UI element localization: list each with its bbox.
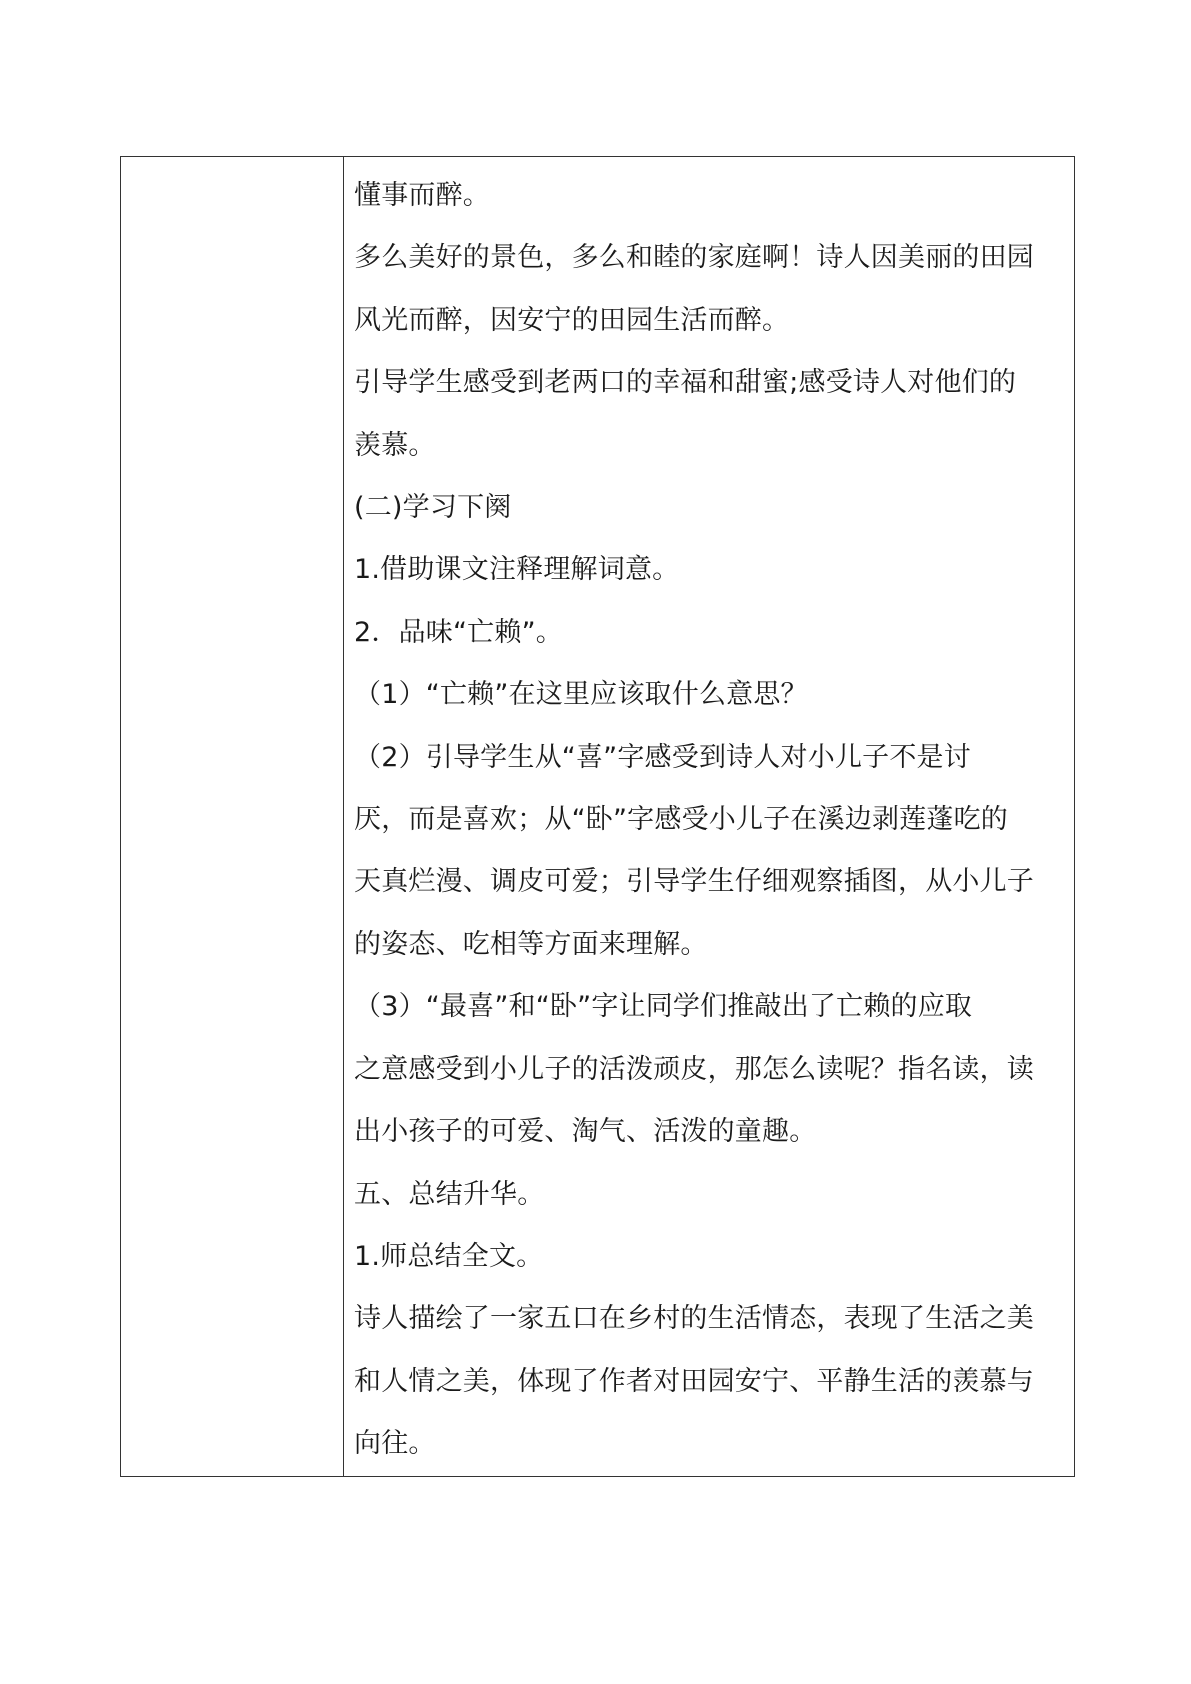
table-row (121, 157, 1075, 1477)
text-line: 的姿态、吃相等方面来理解。 (354, 928, 708, 960)
text-line: 诗人描绘了一家五口在乡村的生活情态，表现了生活之美 (354, 1303, 1034, 1335)
text-line: （2）引导学生从“喜”字感受到诗人对小儿子不是讨 (354, 741, 971, 773)
text-line: 1.借助课文注释理解词意。 (354, 554, 680, 586)
section-heading: 五、总结升华。 (354, 1178, 545, 1210)
text-line: （1）“亡赖”在这里应该取什么意思？ (354, 679, 808, 711)
text-line: 出小孩子的可爱、淘气、活泼的童趣。 (354, 1116, 817, 1148)
text-line: 和人情之美，体现了作者对田园安宁、平静生活的羡慕与 (354, 1365, 1034, 1397)
text-line: 风光而醉，因安宁的田园生活而醉。 (354, 304, 790, 336)
text-line: 懂事而醉。 (354, 180, 490, 211)
text-line: （3）“最喜”和“卧”字让同学们推敲出了亡赖的应取 (354, 991, 973, 1023)
text-line: 向往。 (354, 1428, 436, 1460)
text-line: 之意感受到小儿子的活泼顽皮，那怎么读呢？指名读，读 (354, 1053, 1034, 1085)
content-cell (344, 157, 1075, 1477)
text-line: 羡慕。 (354, 429, 436, 461)
lesson-plan-table (120, 156, 1075, 1477)
left-empty-cell (121, 157, 344, 1477)
section-heading: (二)学习下阕 (354, 492, 512, 524)
text-line: 1.师总结全文。 (354, 1240, 544, 1272)
text-line: 厌，而是喜欢；从“卧”字感受小儿子在溪边剥莲蓬吃的 (354, 804, 1008, 836)
text-line: 天真烂漫、调皮可爱；引导学生仔细观察插图，从小儿子 (354, 866, 1034, 898)
text-line: 引导学生感受到老两口的幸福和甜蜜;感受诗人对他们的 (354, 367, 1017, 399)
text-line: 多么美好的景色，多么和睦的家庭啊！诗人因美丽的田园 (354, 242, 1034, 274)
text-line: 2．品味“亡赖”。 (354, 616, 563, 648)
